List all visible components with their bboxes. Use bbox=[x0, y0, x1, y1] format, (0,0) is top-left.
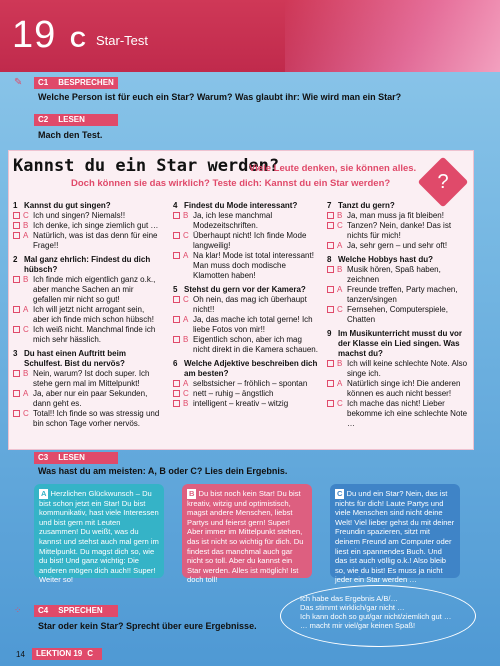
speech-line: Ich habe das Ergebnis A/B/… bbox=[300, 594, 398, 603]
answer-option[interactable]: A Freunde treffen, Party machen, tanzen/singen bbox=[327, 285, 471, 305]
checkbox[interactable] bbox=[327, 266, 334, 273]
result-b: B Du bist noch kein Star! Du bist kreativ, witzig und optimistisch, magst andere Menschen, liebst Partys und feierst gern! Super! Aber immer im Mittelpunkt stehen, das ist nicht so wichtig für dich. Du findest das manchmal auch gar nicht so toll. Aber du kannst ein Star werden. Alles ist möglich! Ist doch toll! bbox=[182, 484, 312, 578]
section-c2-instruction: Mach den Test. bbox=[38, 130, 103, 140]
quiz-box bbox=[8, 150, 474, 450]
checkbox[interactable] bbox=[13, 390, 20, 397]
answer-option[interactable]: C nett – ruhig – ängstlich bbox=[173, 389, 319, 399]
result-c: C Du und ein Star? Nein, das ist nichts für dich! Laute Partys und viele Menschen sind nicht deine Welt! Viel lieber gehst du mit deiner Freundin spazieren, sitzt mit deinem Freund am Computer oder liest ein spannendes Buch. Und das ist auch völlig o.k.! Also bleib so, wie du bist! Es muss ja nicht jeder ein Star werden … bbox=[330, 484, 460, 578]
section-c3-label: C3 LESEN bbox=[34, 452, 118, 464]
quiz-title: Kannst du ein Star werden? bbox=[13, 156, 280, 176]
answer-option[interactable]: A Natürlich, was ist das denn für eine Frage!! bbox=[13, 231, 161, 251]
checkbox[interactable] bbox=[173, 400, 180, 407]
answer-option[interactable]: B Ja, man muss ja fit bleiben! bbox=[327, 211, 471, 221]
checkbox[interactable] bbox=[13, 306, 20, 313]
quiz-question bbox=[13, 349, 161, 429]
section-c2-label: C2 LESEN bbox=[34, 114, 118, 126]
answer-option[interactable]: C Tanzen? Nein, danke! Das ist nichts für mich! bbox=[327, 221, 471, 241]
question-mark-icon: ? bbox=[418, 157, 469, 208]
checkbox[interactable] bbox=[13, 212, 20, 219]
answer-option[interactable]: C Fernsehen, Computerspiele, Chatten bbox=[327, 305, 471, 325]
answer-option[interactable]: C Ich weiß nicht. Manchmal finde ich mich sehr hässlich. bbox=[13, 325, 161, 345]
question-text: 2 Mal ganz ehrlich: Findest du dich hübsch? bbox=[13, 255, 151, 274]
quiz-column-1 bbox=[13, 201, 161, 433]
checkbox[interactable] bbox=[173, 380, 180, 387]
checkbox[interactable] bbox=[327, 360, 334, 367]
quiz-question bbox=[327, 329, 471, 429]
question-text: 3 Du hast einen Auftritt beim Schulfest. Bist du nervös? bbox=[13, 349, 126, 368]
checkbox[interactable] bbox=[173, 232, 180, 239]
page-number: 14 bbox=[16, 650, 25, 659]
answer-option[interactable]: A Ja, das mache ich total gerne! Ich liebe Fotos von mir!! bbox=[173, 315, 319, 335]
answer-option[interactable]: A selbstsicher – fröhlich – spontan bbox=[173, 379, 319, 389]
answer-option[interactable]: C Ich und singen? Niemals!! bbox=[13, 211, 161, 221]
quiz-question bbox=[173, 285, 319, 355]
lesson-letter: C bbox=[70, 27, 86, 52]
answer-option[interactable]: B Ja, ich lese manchmal Modezeitschriften. bbox=[173, 211, 319, 231]
speech-line: Das stimmt wirklich/gar nicht … bbox=[300, 603, 405, 612]
quiz-question bbox=[13, 201, 161, 251]
answer-option[interactable]: C Ich mache das nicht! Lieber bekomme ich eine schlechte Note … bbox=[327, 399, 471, 429]
answer-option[interactable]: C Überhaupt nicht! Ich finde Mode langweilig! bbox=[173, 231, 319, 251]
answer-option[interactable]: B Ich will keine schlechte Note. Also singe ich. bbox=[327, 359, 471, 379]
result-a: A Herzlichen Glückwunsch – Du bist schon jetzt ein Star! Du bist kommunikativ, hast viele Interessen und bist gern mit Leuten zusammen! Du weißt, was du kannst und stehst auch mal gern im Mittelpunkt. Du magst dich so, wie du bist! Und ganz wichtig: Die anderen mögen dich auch!! Super! Weiter so! bbox=[34, 484, 164, 578]
checkbox[interactable] bbox=[173, 390, 180, 397]
checkbox[interactable] bbox=[173, 336, 180, 343]
quiz-subtitle-1: Viele Leute denken, sie können alles. bbox=[249, 163, 417, 174]
lesson-title: Star-Test bbox=[96, 33, 149, 48]
answer-option[interactable]: A Natürlich singe ich! Die anderen können es auch nicht besser! bbox=[327, 379, 471, 399]
speech-line: Ich kann doch so gut/gar nicht/ziemlich gut … bbox=[300, 612, 452, 621]
checkbox[interactable] bbox=[173, 296, 180, 303]
quiz-question bbox=[173, 201, 319, 281]
checkbox[interactable] bbox=[13, 370, 20, 377]
checkbox[interactable] bbox=[13, 326, 20, 333]
answer-option[interactable]: B Ich denke, ich singe ziemlich gut … bbox=[13, 221, 161, 231]
answer-option[interactable]: C Oh nein, das mag ich überhaupt nicht!! bbox=[173, 295, 319, 315]
quiz-question bbox=[173, 359, 319, 409]
quiz-question bbox=[13, 255, 161, 345]
checkbox[interactable] bbox=[13, 232, 20, 239]
checkbox[interactable] bbox=[13, 276, 20, 283]
checkbox[interactable] bbox=[327, 286, 334, 293]
quiz-question bbox=[327, 255, 471, 325]
discussion-icon: ✎ bbox=[14, 77, 23, 88]
question-text: 8 Welche Hobbys hast du? bbox=[327, 255, 433, 264]
section-c4-instruction: Star oder kein Star? Sprecht über eure Ergebnisse. bbox=[38, 621, 257, 631]
answer-option[interactable]: C Total!! Ich finde so was stressig und bin schon Tage vorher nervös. bbox=[13, 409, 161, 429]
question-text: 1 Kannst du gut singen? bbox=[13, 201, 111, 210]
checkbox[interactable] bbox=[173, 212, 180, 219]
speech-phrases bbox=[300, 594, 451, 630]
speech-line: … macht mir viel/gar keinen Spaß! bbox=[300, 621, 416, 630]
speaking-icon: ⁘ bbox=[14, 605, 22, 615]
question-text: 9 Im Musikunterricht musst du vor der Klasse ein Lied singen. Was machst du? bbox=[327, 329, 463, 358]
lesson-header bbox=[0, 0, 500, 72]
section-c3-instruction: Was hast du am meisten: A, B oder C? Lies dein Ergebnis. bbox=[38, 466, 288, 476]
section-c1-label: C1 BESPRECHEN bbox=[34, 77, 118, 89]
answer-option[interactable]: A Ja, aber nur ein paar Sekunden, dann geht es. bbox=[13, 389, 161, 409]
lesson-number: 19 bbox=[12, 14, 57, 56]
checkbox[interactable] bbox=[327, 380, 334, 387]
checkbox[interactable] bbox=[327, 242, 334, 249]
checkbox[interactable] bbox=[327, 212, 334, 219]
answer-option[interactable]: A Ich will jetzt nicht arrogant sein, aber ich finde mich schon hübsch! bbox=[13, 305, 161, 325]
quiz-column-3 bbox=[327, 201, 471, 433]
answer-option[interactable]: B intelligent – kreativ – witzig bbox=[173, 399, 319, 409]
header-decoration bbox=[285, 0, 500, 72]
question-text: 5 Stehst du gern vor der Kamera? bbox=[173, 285, 306, 294]
checkbox[interactable] bbox=[13, 222, 20, 229]
quiz-subtitle-2: Doch können sie das wirklich? Teste dich: Kannst du ein Star werden? bbox=[71, 178, 391, 189]
checkbox[interactable] bbox=[327, 306, 334, 313]
answer-option[interactable]: A Na klar! Mode ist total interessant! Man muss doch modische Klamotten haben! bbox=[173, 251, 319, 281]
checkbox[interactable] bbox=[327, 222, 334, 229]
footer-lektion: LEKTION 19 C bbox=[32, 648, 102, 660]
checkbox[interactable] bbox=[173, 252, 180, 259]
section-c1-instruction: Welche Person ist für euch ein Star? Warum? Was glaubt ihr: Wie wird man ein Star? bbox=[38, 92, 402, 102]
quiz-column-2 bbox=[173, 201, 319, 413]
answer-option[interactable]: B Eigentlich schon, aber ich mag nicht direkt in die Kamera schauen. bbox=[173, 335, 319, 355]
section-c4-label: C4 SPRECHEN bbox=[34, 605, 118, 617]
answer-option[interactable]: B Nein, warum? Ist doch super. Ich stehe gern mal im Mittelpunkt! bbox=[13, 369, 161, 389]
answer-option[interactable]: A Ja, sehr gern – und sehr oft! bbox=[327, 241, 471, 251]
question-text: 4 Findest du Mode interessant? bbox=[173, 201, 298, 210]
question-text: 6 Welche Adjektive beschreiben dich am besten? bbox=[173, 359, 318, 378]
answer-option[interactable]: B Musik hören, Spaß haben, zeichnen bbox=[327, 265, 471, 285]
quiz-question bbox=[327, 201, 471, 251]
question-text: 7 Tanzt du gern? bbox=[327, 201, 395, 210]
checkbox[interactable] bbox=[173, 316, 180, 323]
checkbox[interactable] bbox=[327, 400, 334, 407]
answer-option[interactable]: B Ich finde mich eigentlich ganz o.k., aber manche Sachen an mir gefallen mir nicht so gut! bbox=[13, 275, 161, 305]
checkbox[interactable] bbox=[13, 410, 20, 417]
